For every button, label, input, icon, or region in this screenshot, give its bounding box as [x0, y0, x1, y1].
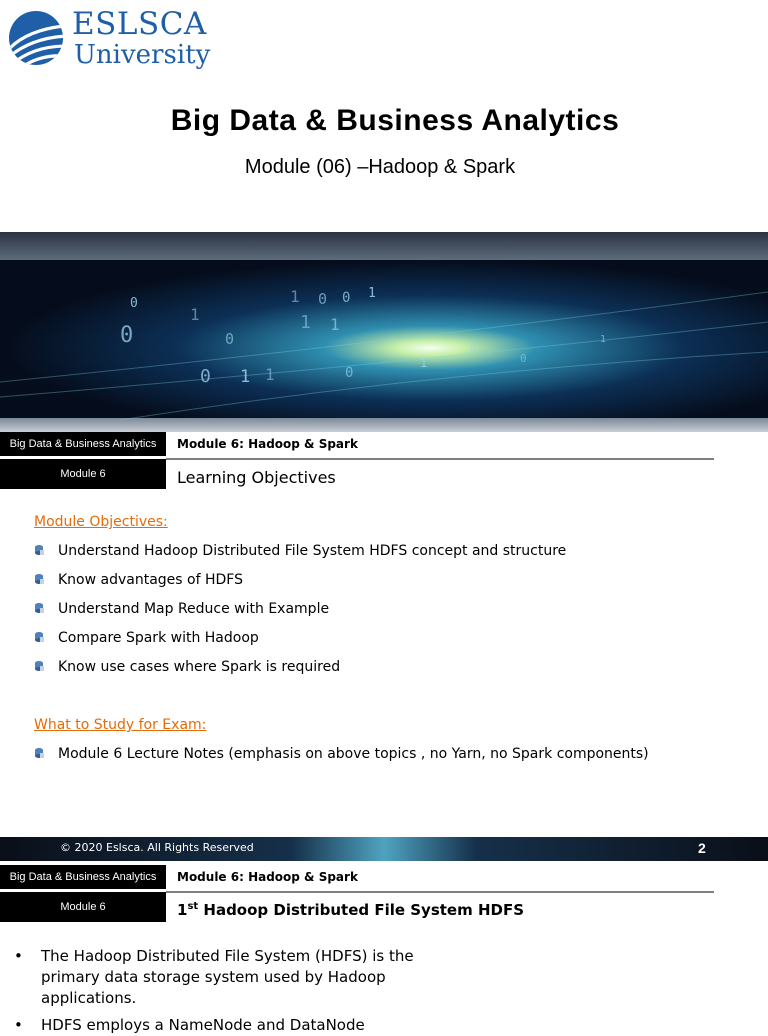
- presentation-title: Big Data & Business Analytics: [170, 104, 620, 137]
- slide-title: 1st Hadoop Distributed File System HDFS: [177, 901, 525, 919]
- header-divider: [166, 891, 714, 893]
- logo-name: ESLSCA: [72, 6, 207, 42]
- binary-digit: 0: [130, 296, 138, 311]
- binary-digit: 1: [290, 287, 300, 306]
- logo-subtitle: University: [74, 40, 211, 70]
- bullet-icon: [34, 571, 44, 583]
- binary-digit: 1: [300, 312, 311, 333]
- binary-digit: 0: [520, 352, 527, 365]
- bullet-icon: [34, 745, 44, 757]
- list-item: • The Hadoop Distributed File System (HDFS) is the primary data storage system used by Hadoop applications.: [14, 947, 414, 1007]
- bullet-icon: [34, 658, 44, 670]
- binary-digit: 0: [120, 323, 134, 348]
- module-title: Module 6: Hadoop & Spark: [177, 870, 358, 884]
- bullet-icon: [34, 629, 44, 641]
- swirl-logo-icon: [8, 8, 66, 68]
- binary-digit: 0: [342, 290, 351, 306]
- binary-digit: 1: [600, 334, 607, 345]
- module-title: Module 6: Hadoop & Spark: [177, 437, 358, 451]
- list-item: Compare Spark with Hadoop: [34, 628, 259, 648]
- list-item: Module 6 Lecture Notes (emphasis on above topics , no Yarn, no Spark components): [34, 744, 649, 764]
- course-label: Big Data & Business Analytics: [0, 865, 166, 889]
- binary-digit: 0: [200, 366, 211, 387]
- binary-digit: 1: [420, 356, 428, 370]
- bullet-icon: [34, 542, 44, 554]
- binary-digit: 1: [190, 305, 200, 324]
- list-item: Know advantages of HDFS: [34, 570, 243, 590]
- header-divider: [166, 458, 714, 460]
- bullet-dot-icon: •: [14, 947, 23, 965]
- binary-digit: 1: [240, 367, 251, 387]
- binary-digit: 0: [470, 342, 477, 355]
- copyright-text: © 2020 Eslsca. All Rights Reserved: [60, 841, 254, 854]
- binary-digit: 1: [368, 286, 376, 301]
- slide-title: Learning Objectives: [177, 468, 336, 487]
- binary-digit: 0: [345, 365, 354, 381]
- list-item: Know use cases where Spark is required: [34, 657, 340, 677]
- binary-digit: 0: [318, 290, 328, 308]
- presentation-subtitle: Module (06) –Hadoop & Spark: [244, 156, 516, 178]
- binary-digit: 1: [330, 315, 340, 334]
- module-label: Module 6: [0, 892, 166, 922]
- list-item: Understand Hadoop Distributed File System HDFS concept and structure: [34, 541, 566, 561]
- list-item: Understand Map Reduce with Example: [34, 599, 329, 619]
- course-label: Big Data & Business Analytics: [0, 432, 166, 456]
- bullet-icon: [34, 600, 44, 612]
- list-item: • HDFS employs a NameNode and DataNode: [14, 1016, 365, 1034]
- eslsca-logo: [8, 6, 218, 72]
- bullet-dot-icon: •: [14, 1016, 23, 1034]
- objectives-heading: Module Objectives:: [34, 514, 168, 530]
- binary-digit: 0: [225, 330, 235, 348]
- module-label: Module 6: [0, 459, 166, 489]
- page-number: 2: [698, 840, 706, 856]
- binary-digit: 1: [265, 365, 275, 384]
- exam-heading: What to Study for Exam:: [34, 717, 207, 733]
- binary-data-banner: [0, 232, 768, 432]
